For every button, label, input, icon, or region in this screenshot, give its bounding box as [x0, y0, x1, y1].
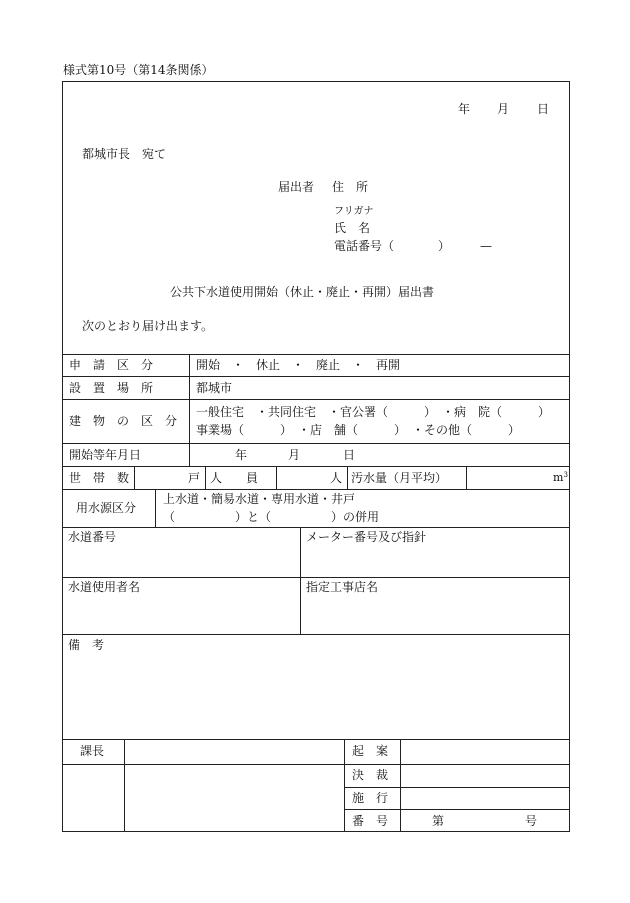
- water-number-label: 水道番号: [68, 530, 117, 544]
- building-line2[interactable]: 事業場（ ） ・店 舗（ ） ・その他（ ）: [196, 423, 521, 437]
- form-number: 様式第10号（第14条関係）: [63, 63, 214, 77]
- address-label: 住 所: [332, 180, 369, 194]
- col-divider: [124, 739, 125, 832]
- row-divider: [62, 739, 570, 740]
- col-divider: [134, 466, 135, 489]
- chief-label: 課長: [80, 744, 105, 758]
- number-prefix: 第: [432, 814, 445, 828]
- document-title: 公共下水道使用開始（休止・廃止・再開）届出書: [170, 285, 435, 299]
- notifier-label: 届出者: [278, 180, 315, 194]
- location-label: 設 置 場 所: [69, 381, 154, 395]
- furigana-label: フリガナ: [334, 206, 374, 217]
- date-year: 年: [458, 102, 471, 116]
- location-value[interactable]: 都城市: [196, 381, 233, 395]
- date-month: 月: [497, 102, 510, 116]
- row-divider: [62, 354, 570, 355]
- start-day[interactable]: 日: [343, 448, 356, 462]
- row-divider: [62, 376, 570, 377]
- phone-close: ）: [438, 239, 451, 253]
- row-divider: [62, 634, 570, 635]
- building-label: 建 物 の 区 分: [69, 414, 178, 428]
- application-label: 申 請 区 分: [69, 358, 154, 372]
- persons-unit[interactable]: 人: [330, 471, 343, 485]
- intro-text: 次のとおり届け出ます。: [82, 319, 214, 333]
- sewage-unit[interactable]: $m^3$: [553, 471, 568, 484]
- row-divider: [62, 399, 570, 400]
- sewage-label: 汚水量（月平均）: [351, 471, 448, 485]
- col-divider: [300, 527, 301, 634]
- water-source-line1[interactable]: 上水道・簡易水道・専用水道・井戸: [163, 492, 356, 506]
- col-divider: [400, 739, 401, 832]
- col-divider: [205, 466, 206, 489]
- name-label: 氏 名: [334, 221, 371, 235]
- water-user-label: 水道使用者名: [68, 580, 141, 594]
- meter-label: メーター番号及び指針: [306, 530, 427, 544]
- draft-label: 起 案: [352, 744, 389, 758]
- phone-label: 電話番号（: [334, 239, 395, 253]
- water-source-line2[interactable]: （ ）と（ ）の併用: [163, 510, 380, 524]
- row-divider: [62, 577, 570, 578]
- row-divider: [344, 809, 570, 810]
- col-divider: [344, 739, 345, 832]
- col-divider: [347, 466, 348, 489]
- row-divider: [344, 787, 570, 788]
- building-line1[interactable]: 一般住宅 ・共同住宅 ・官公署（ ） ・病 院（ ）: [196, 405, 551, 419]
- number-suffix: 号: [525, 814, 538, 828]
- households-unit[interactable]: 戸: [188, 471, 201, 485]
- start-month[interactable]: 月: [288, 448, 301, 462]
- row-divider: [62, 527, 570, 528]
- persons-label: 人 員: [210, 471, 259, 485]
- enforce-label: 施 行: [352, 791, 389, 805]
- row-divider: [62, 764, 570, 765]
- col-divider: [155, 489, 156, 527]
- remarks-label: 備 考: [68, 638, 105, 652]
- col-divider: [276, 466, 277, 489]
- number-label: 番 号: [352, 814, 389, 828]
- start-year[interactable]: 年: [235, 448, 248, 462]
- row-divider: [62, 466, 570, 467]
- water-source-label: 用水源区分: [76, 501, 137, 515]
- contractor-label: 指定工事店名: [306, 580, 379, 594]
- addressee: 都城市長 宛て: [82, 147, 167, 161]
- start-date-label: 開始等年月日: [69, 448, 142, 462]
- col-divider: [189, 354, 190, 466]
- application-options[interactable]: 開始 ・ 休止 ・ 廃止 ・ 再開: [196, 358, 401, 372]
- row-divider: [62, 443, 570, 444]
- date-day: 日: [537, 102, 550, 116]
- decision-label: 決 裁: [352, 768, 389, 782]
- row-divider: [62, 489, 570, 490]
- col-divider: [466, 466, 467, 489]
- households-label: 世 帯 数: [69, 471, 130, 485]
- phone-dash: —: [480, 239, 492, 253]
